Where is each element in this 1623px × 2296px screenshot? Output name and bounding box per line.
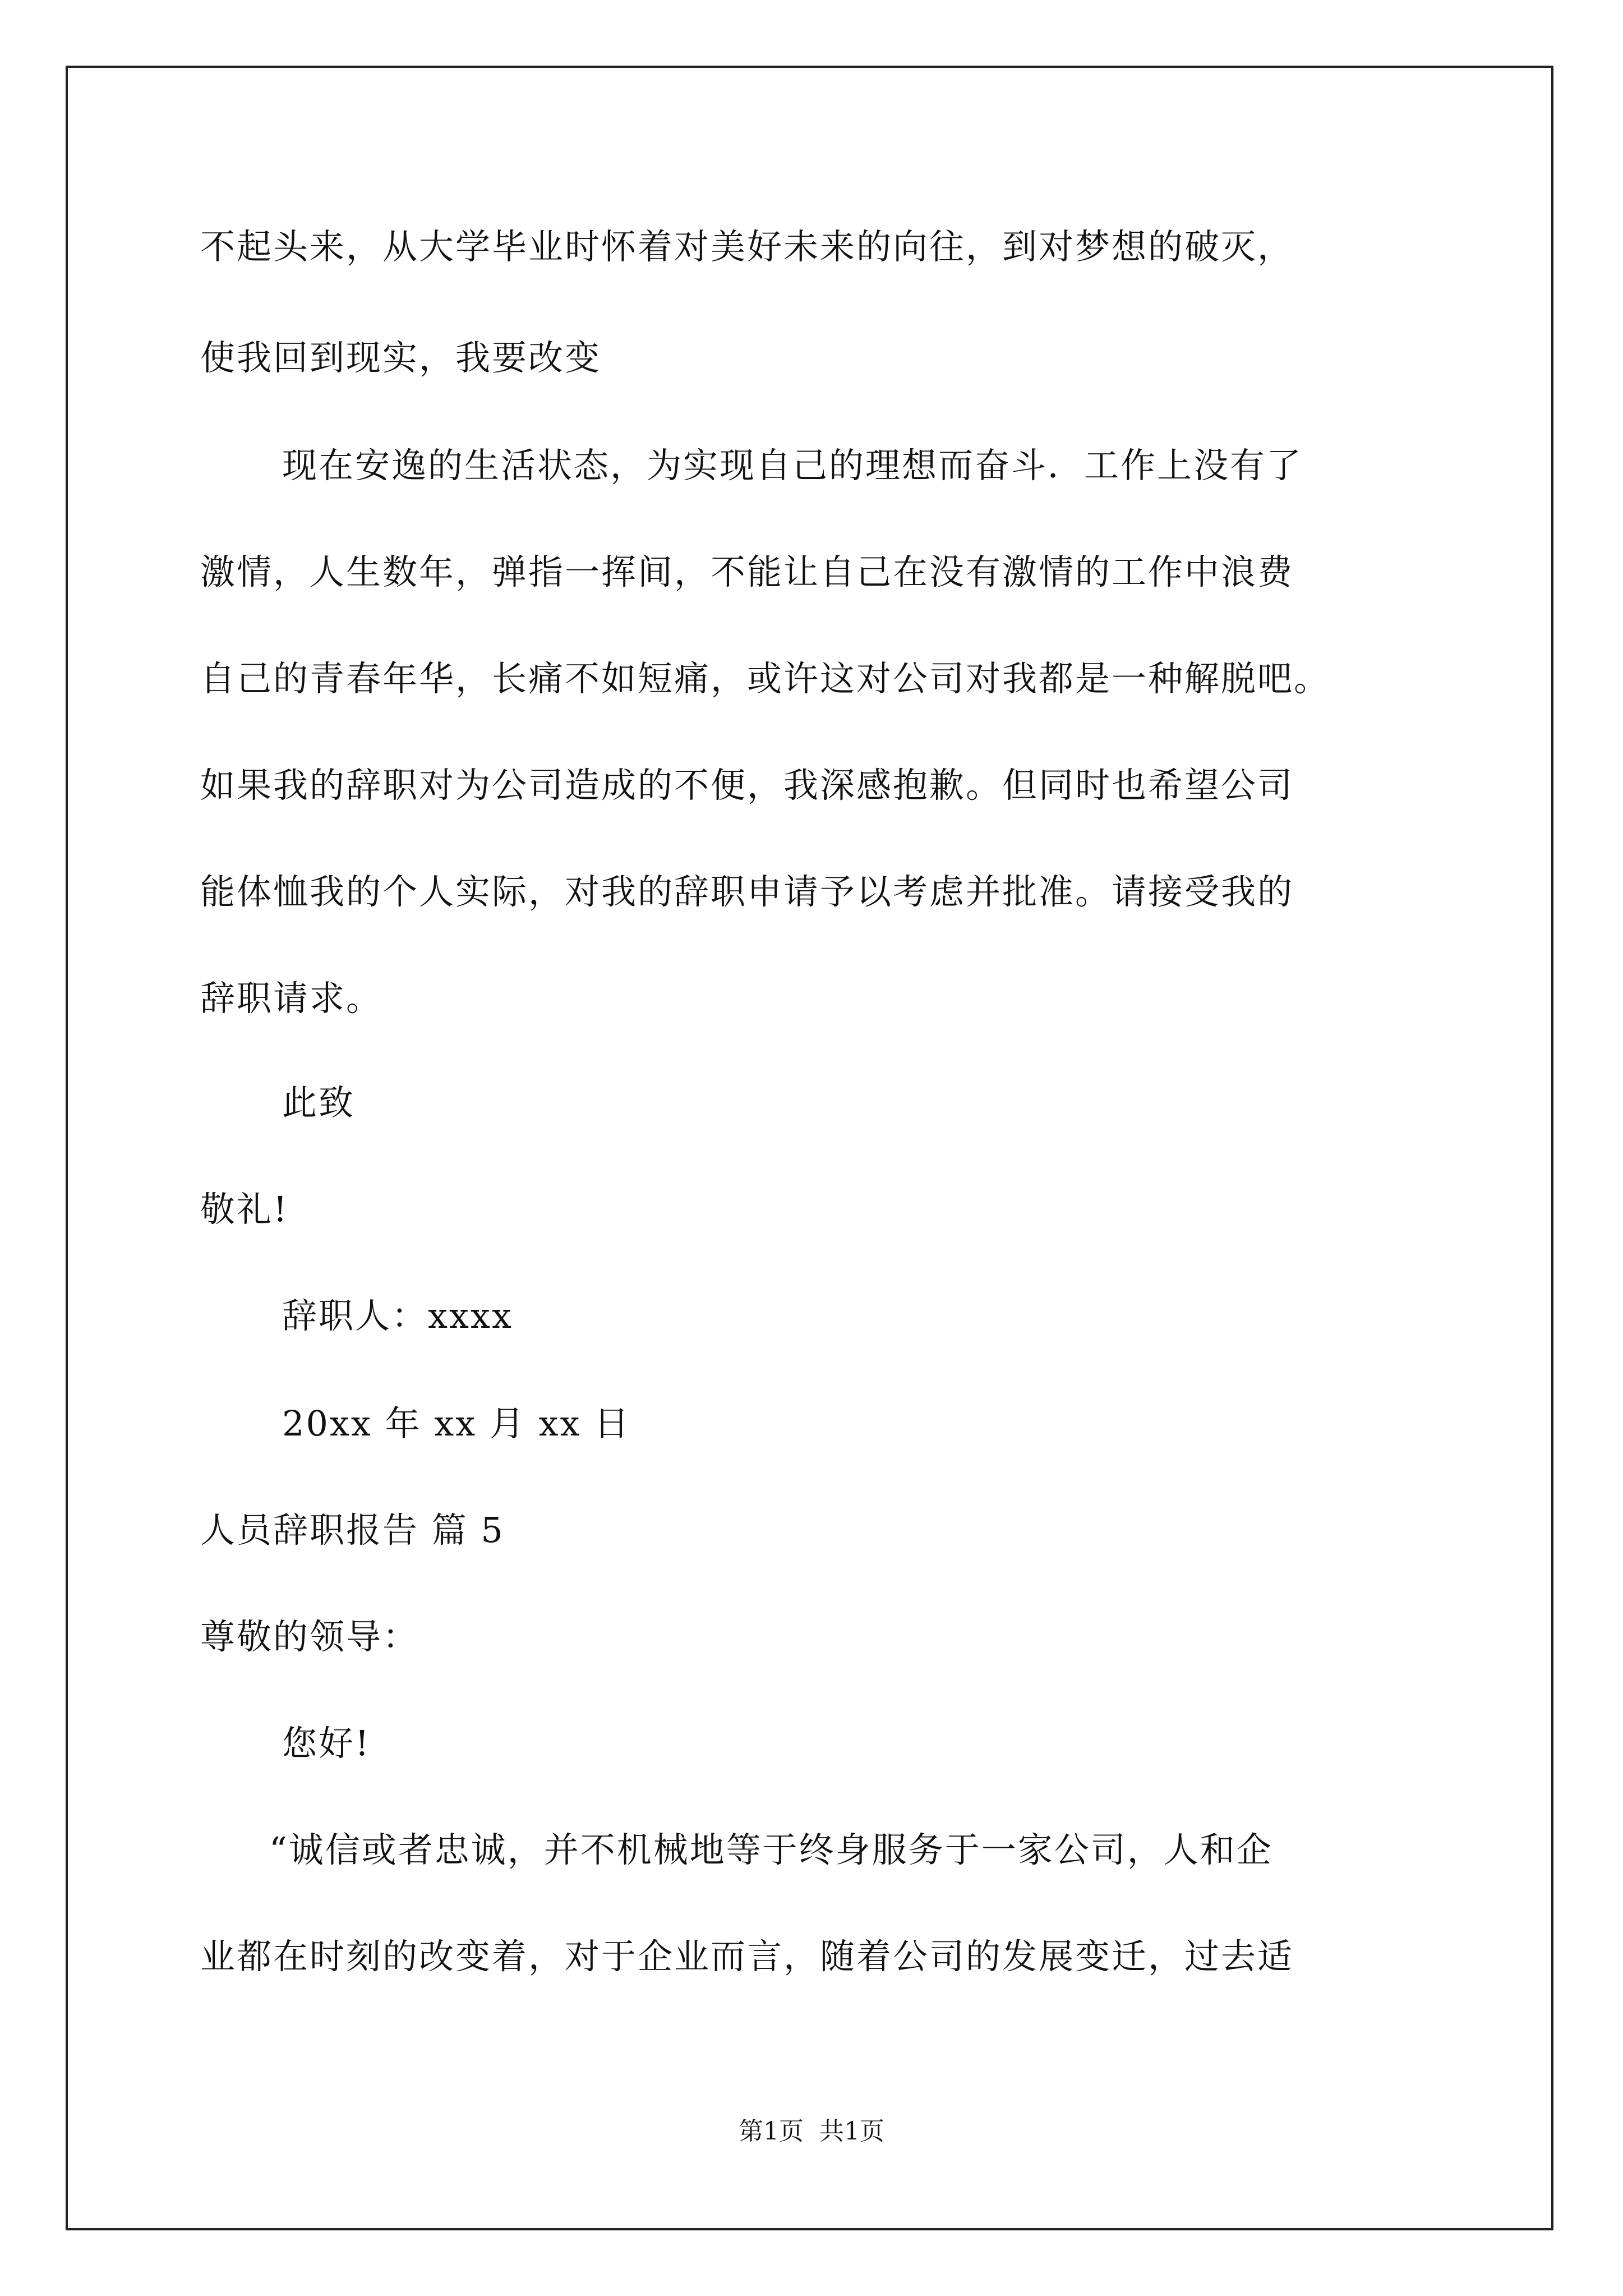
text-line: 不起头来，从大学毕业时怀着对美好未来的向往，到对梦想的破灭，	[200, 226, 1294, 267]
greeting-line: 尊敬的领导：	[200, 1616, 419, 1657]
text-line: 自己的青春年华，长痛不如短痛，或许这对公司对我都是一种解脱吧。	[200, 658, 1331, 699]
text-line: 使我回到现实，我要改变	[200, 337, 602, 378]
section-heading: 人员辞职报告 篇 5	[200, 1510, 505, 1550]
text-line: 能体恤我的个人实际，对我的辞职申请予以考虑并批准。请接受我的	[200, 871, 1294, 912]
text-line: 业都在时刻的改变着，对于企业而言，随着公司的发展变迁，过去适	[200, 1936, 1294, 1977]
signature-line: 辞职人：xxxx	[282, 1295, 513, 1336]
greeting-hello: 您好!	[282, 1723, 371, 1764]
text-line: “诚信或者忠诚，并不机械地等于终身服务于一家公司，人和企	[269, 1829, 1273, 1870]
page-border	[66, 66, 1553, 2230]
text-line: 如果我的辞职对为公司造成的不便，我深感抱歉。但同时也希望公司	[200, 765, 1294, 806]
closing-regards: 敬礼!	[200, 1189, 289, 1230]
text-line: 现在安逸的生活状态，为实现自己的理想而奋斗．工作上没有了	[282, 445, 1303, 486]
date-line: 20xx 年 xx 月 xx 日	[282, 1403, 631, 1444]
closing-salutation: 此致	[282, 1082, 356, 1123]
text-line: 激情，人生数年，弹指一挥间，不能让自己在没有激情的工作中浪费	[200, 551, 1294, 592]
page-footer: 第1页 共1页	[739, 2117, 884, 2146]
text-line: 辞职请求。	[200, 978, 383, 1019]
